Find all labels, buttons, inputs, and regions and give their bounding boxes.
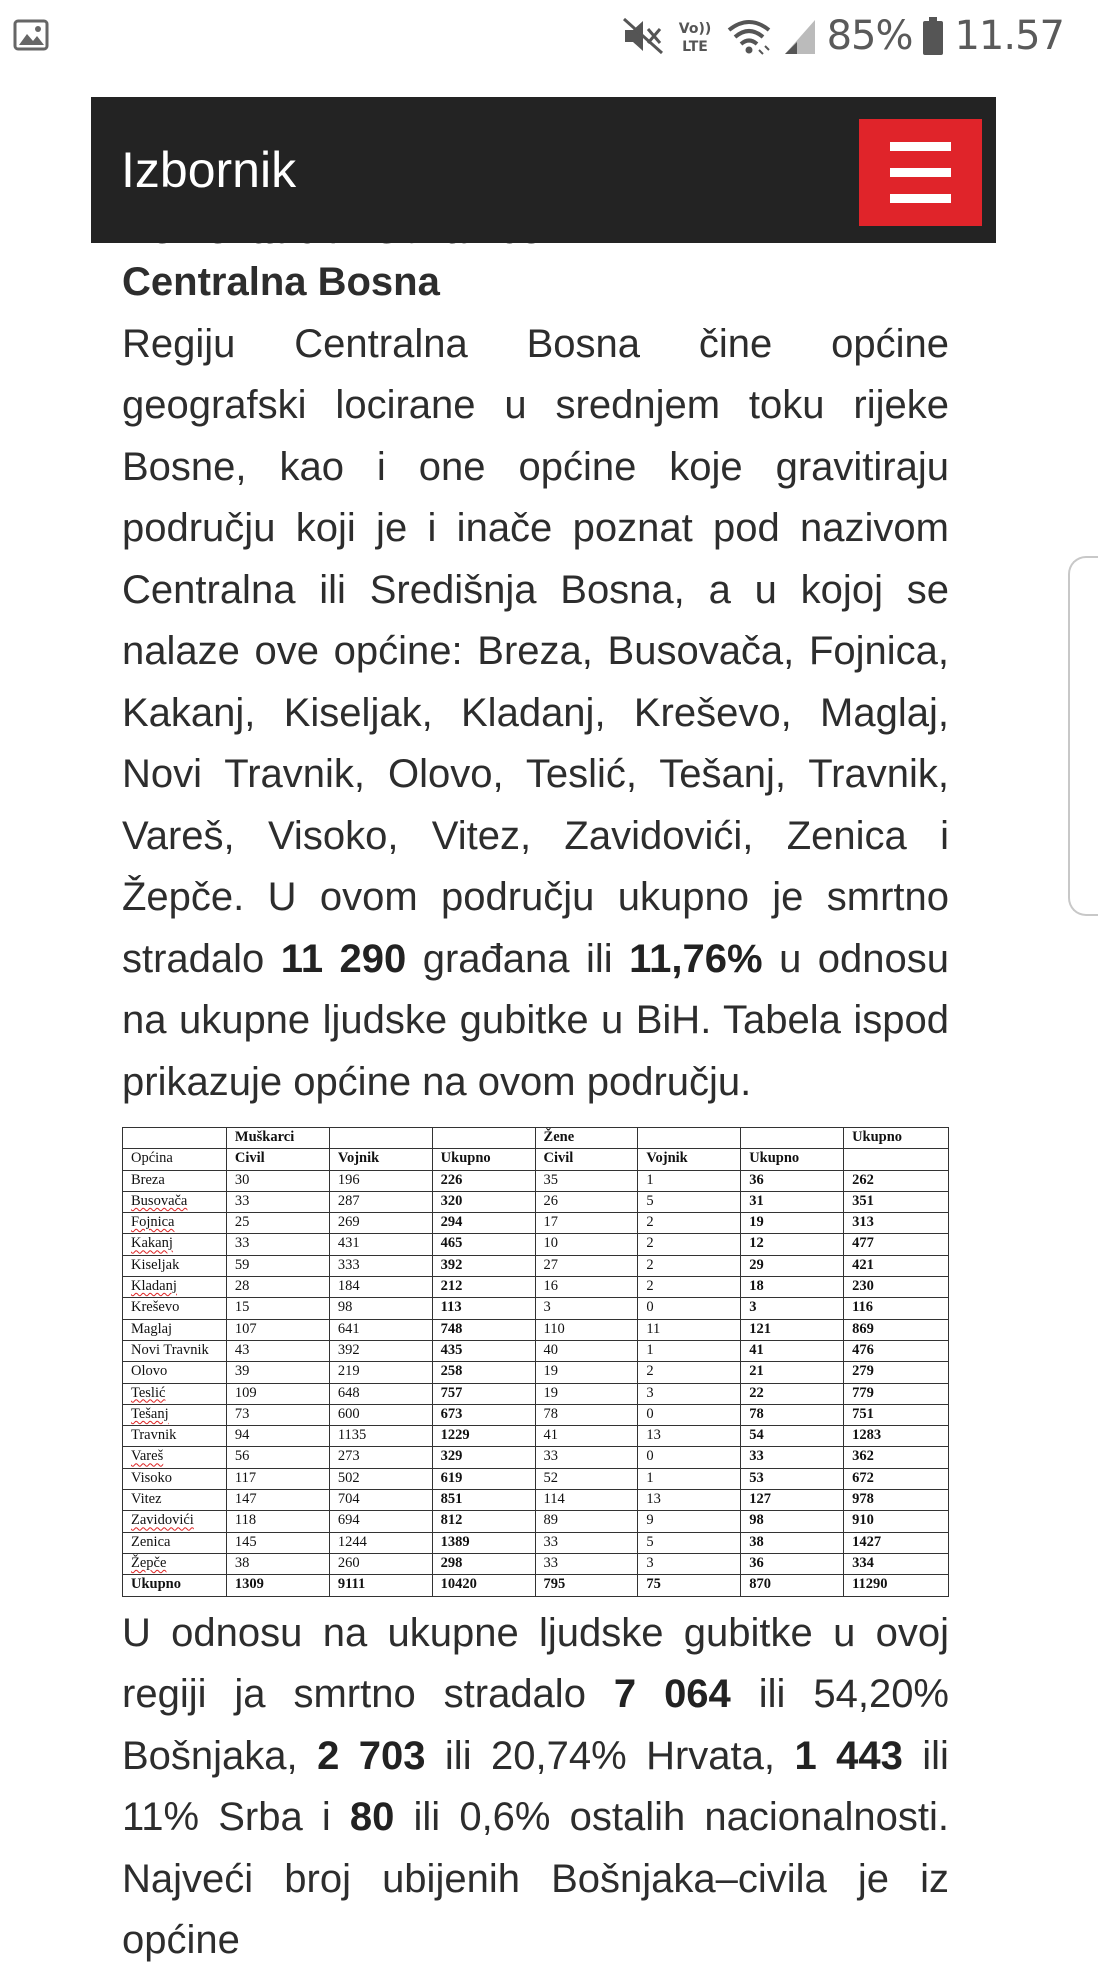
table-cell: 36 bbox=[741, 1553, 844, 1574]
table-cell: 1 bbox=[638, 1340, 741, 1361]
table-cell: 851 bbox=[432, 1490, 535, 1511]
paragraph-intro: Regiju Centralna Bosna čine općine geografski locirane u srednjem toku rijeke Bosne, kao i one općine koje gravitiraju području koji je i inače poznat pod nazivom Centralna ili Središnja Bosna, a u kojoj se nalaze ove općine: Breza, Busovača, Fojnica, Kakanj, Kiseljak, Kladanj, Kreševo, Maglaj, Novi Travnik, Olovo, Teslić, Tešanj, Travnik, Vareš, Visoko, Vitez, Zavidovići, Zenica i Žepče. U ovom području ukupno je smrtno stradalo 11 290 građana ili 11,76% u odnosu na ukupne ljudske gubitke u BiH. Tabela ispod prikazuje općine na ovom području. bbox=[122, 321, 949, 1104]
table-cell: Visoko bbox=[123, 1468, 227, 1489]
table-row bbox=[123, 1234, 949, 1255]
table-cell bbox=[844, 1149, 949, 1170]
table-cell: 35 bbox=[535, 1170, 638, 1191]
table-cell: 107 bbox=[226, 1319, 329, 1340]
table-cell: 53 bbox=[741, 1468, 844, 1489]
table-cell: 110 bbox=[535, 1319, 638, 1340]
table-cell: 333 bbox=[329, 1255, 432, 1276]
volte-icon bbox=[675, 16, 715, 56]
table-cell: 5 bbox=[638, 1532, 741, 1553]
table-cell: 1229 bbox=[432, 1426, 535, 1447]
table-cell: 0 bbox=[638, 1404, 741, 1425]
table-cell: 672 bbox=[844, 1468, 949, 1489]
table-cell: 294 bbox=[432, 1213, 535, 1234]
table-cell: Općina bbox=[123, 1149, 227, 1170]
table-cell: 910 bbox=[844, 1511, 949, 1532]
table-cell: 619 bbox=[432, 1468, 535, 1489]
table-cell: 477 bbox=[844, 1234, 949, 1255]
table-row bbox=[123, 1319, 949, 1340]
table-cell: Olovo bbox=[123, 1362, 227, 1383]
status-bar bbox=[0, 0, 1080, 72]
table-cell: 298 bbox=[432, 1553, 535, 1574]
paragraph-breakdown: U odnosu na ukupne ljudske gubitke u ovoj regiji ja smrtno stradalo 7 064 ili 54,20% Bošnjaka, 2 703 ili 20,74% Hrvata, 1 443 ili 11% Srba i 80 ili 0,6% ostalih nacionalnosti. Najveći broj ubijenih Bošnjaka–civila je iz općine bbox=[122, 1610, 950, 1963]
table-cell: 27 bbox=[535, 1255, 638, 1276]
table-cell: 117 bbox=[226, 1468, 329, 1489]
table-cell: 30 bbox=[226, 1170, 329, 1191]
table-cell: 25 bbox=[226, 1213, 329, 1234]
table-cell: 39 bbox=[226, 1362, 329, 1383]
table-cell: 812 bbox=[432, 1511, 535, 1532]
table-cell: 3 bbox=[535, 1298, 638, 1319]
table-cell: 258 bbox=[432, 1362, 535, 1383]
table-cell: 641 bbox=[329, 1319, 432, 1340]
table-row bbox=[123, 1362, 949, 1383]
table-cell: Novi Travnik bbox=[123, 1340, 227, 1361]
table-cell: 98 bbox=[329, 1298, 432, 1319]
table-cell: 226 bbox=[432, 1170, 535, 1191]
table-cell: 2 bbox=[638, 1255, 741, 1276]
table-cell: 2 bbox=[638, 1362, 741, 1383]
table-cell: 98 bbox=[741, 1511, 844, 1532]
table-cell: 56 bbox=[226, 1447, 329, 1468]
table-cell: 273 bbox=[329, 1447, 432, 1468]
table-row bbox=[123, 1383, 949, 1404]
table-cell: 116 bbox=[844, 1298, 949, 1319]
table-cell: Civil bbox=[535, 1149, 638, 1170]
table-cell: 3 bbox=[638, 1553, 741, 1574]
table-cell: 869 bbox=[844, 1319, 949, 1340]
table-cell: Ukupno bbox=[432, 1149, 535, 1170]
table-cell: 33 bbox=[535, 1447, 638, 1468]
table-cell: Travnik bbox=[123, 1426, 227, 1447]
table-cell: 269 bbox=[329, 1213, 432, 1234]
table-cell: 9111 bbox=[329, 1575, 432, 1596]
section-heading: Centralna Bosna bbox=[122, 260, 440, 304]
table-header-row bbox=[123, 1149, 949, 1170]
table-cell: 2 bbox=[638, 1213, 741, 1234]
table-cell: 29 bbox=[741, 1255, 844, 1276]
table-cell: 33 bbox=[226, 1234, 329, 1255]
table-cell: 1 bbox=[638, 1170, 741, 1191]
table-row bbox=[123, 1191, 949, 1212]
table-cell: 3 bbox=[638, 1383, 741, 1404]
table-cell: 113 bbox=[432, 1298, 535, 1319]
table-cell: Vareš bbox=[123, 1447, 227, 1468]
table-cell: 16 bbox=[535, 1277, 638, 1298]
table-cell: 118 bbox=[226, 1511, 329, 1532]
table-cell: Fojnica bbox=[123, 1213, 227, 1234]
table-cell: 12 bbox=[741, 1234, 844, 1255]
table-cell: Muškarci bbox=[226, 1128, 329, 1149]
table-cell: 313 bbox=[844, 1213, 949, 1234]
table-cell: 31 bbox=[741, 1191, 844, 1212]
table-cell: 15 bbox=[226, 1298, 329, 1319]
table-cell: 351 bbox=[844, 1191, 949, 1212]
battery-percent: 85% bbox=[826, 13, 913, 59]
side-panel-handle[interactable] bbox=[1068, 556, 1098, 916]
table-cell: 26 bbox=[535, 1191, 638, 1212]
table-cell: 114 bbox=[535, 1490, 638, 1511]
table-cell: 751 bbox=[844, 1404, 949, 1425]
table-cell: Žepče bbox=[123, 1553, 227, 1574]
table-cell: 230 bbox=[844, 1277, 949, 1298]
table-cell: 33 bbox=[535, 1553, 638, 1574]
table-cell: 21 bbox=[741, 1362, 844, 1383]
table-cell: 196 bbox=[329, 1170, 432, 1191]
table-cell: 184 bbox=[329, 1277, 432, 1298]
table-cell: Tešanj bbox=[123, 1404, 227, 1425]
table-cell: Zavidovići bbox=[123, 1511, 227, 1532]
site-header bbox=[91, 97, 996, 243]
table-cell: Kladanj bbox=[123, 1277, 227, 1298]
table-row bbox=[123, 1213, 949, 1234]
table-cell: 33 bbox=[226, 1191, 329, 1212]
table-row bbox=[123, 1404, 949, 1425]
table-cell: 392 bbox=[432, 1255, 535, 1276]
table-cell: 19 bbox=[535, 1383, 638, 1404]
table-cell: 0 bbox=[638, 1298, 741, 1319]
table-cell: 673 bbox=[432, 1404, 535, 1425]
table-cell: Civil bbox=[226, 1149, 329, 1170]
table-group-header-row bbox=[123, 1128, 949, 1149]
gallery-icon bbox=[14, 20, 48, 50]
svg-text:Vo)): Vo)) bbox=[678, 21, 711, 37]
table-cell bbox=[638, 1128, 741, 1149]
table-cell: Breza bbox=[123, 1170, 227, 1191]
table-cell: Maglaj bbox=[123, 1319, 227, 1340]
table-cell: 38 bbox=[226, 1553, 329, 1574]
table-row bbox=[123, 1277, 949, 1298]
table-cell: 17 bbox=[535, 1213, 638, 1234]
table-cell: Vojnik bbox=[638, 1149, 741, 1170]
table-cell: 36 bbox=[741, 1170, 844, 1191]
table-cell: 421 bbox=[844, 1255, 949, 1276]
table-cell: Vojnik bbox=[329, 1149, 432, 1170]
table-cell: 18 bbox=[741, 1277, 844, 1298]
table-row bbox=[123, 1298, 949, 1319]
table-cell: 1135 bbox=[329, 1426, 432, 1447]
table-cell: Ukupno bbox=[844, 1128, 949, 1149]
article-body bbox=[122, 230, 949, 1972]
table-total-row bbox=[123, 1575, 949, 1596]
battery-icon bbox=[922, 16, 944, 56]
mute-icon bbox=[621, 16, 665, 56]
table-cell: 28 bbox=[226, 1277, 329, 1298]
table-cell: 10 bbox=[535, 1234, 638, 1255]
table-cell: Ukupno bbox=[123, 1575, 227, 1596]
table-row bbox=[123, 1170, 949, 1191]
table-cell: 1427 bbox=[844, 1532, 949, 1553]
table-cell: 757 bbox=[432, 1383, 535, 1404]
table-cell: Ukupno bbox=[741, 1149, 844, 1170]
table-cell: 59 bbox=[226, 1255, 329, 1276]
table-cell: 435 bbox=[432, 1340, 535, 1361]
table-row bbox=[123, 1553, 949, 1574]
table-cell: 1309 bbox=[226, 1575, 329, 1596]
table-cell: 1 bbox=[638, 1468, 741, 1489]
table-cell: 73 bbox=[226, 1404, 329, 1425]
table-cell: 260 bbox=[329, 1553, 432, 1574]
percent-share: 11,76% bbox=[629, 936, 763, 981]
table-cell: 41 bbox=[535, 1426, 638, 1447]
svg-text:LTE: LTE bbox=[681, 39, 708, 55]
signal-icon bbox=[783, 16, 817, 56]
clock: 11.57 bbox=[954, 13, 1064, 59]
table-cell: 362 bbox=[844, 1447, 949, 1468]
table-cell: 94 bbox=[226, 1426, 329, 1447]
table-cell: 600 bbox=[329, 1404, 432, 1425]
table-cell: 3 bbox=[741, 1298, 844, 1319]
menu-button[interactable] bbox=[859, 119, 982, 226]
table-cell bbox=[329, 1128, 432, 1149]
table-cell: 19 bbox=[741, 1213, 844, 1234]
table-cell: 13 bbox=[638, 1426, 741, 1447]
table-cell: 431 bbox=[329, 1234, 432, 1255]
table-cell: 476 bbox=[844, 1340, 949, 1361]
table-cell: 33 bbox=[741, 1447, 844, 1468]
table-cell: 11 bbox=[638, 1319, 741, 1340]
table-cell: 978 bbox=[844, 1490, 949, 1511]
table-cell: Kreševo bbox=[123, 1298, 227, 1319]
table-cell: 43 bbox=[226, 1340, 329, 1361]
table-cell: 212 bbox=[432, 1277, 535, 1298]
table-cell: 795 bbox=[535, 1575, 638, 1596]
table-row bbox=[123, 1340, 949, 1361]
table-cell: 9 bbox=[638, 1511, 741, 1532]
table-cell: Vitez bbox=[123, 1490, 227, 1511]
table-cell: Kiseljak bbox=[123, 1255, 227, 1276]
table-cell: 52 bbox=[535, 1468, 638, 1489]
table-cell: 78 bbox=[535, 1404, 638, 1425]
table-row bbox=[123, 1511, 949, 1532]
table-cell: Busovača bbox=[123, 1191, 227, 1212]
table-cell: 1389 bbox=[432, 1532, 535, 1553]
table-cell: 1283 bbox=[844, 1426, 949, 1447]
table-cell: Kakanj bbox=[123, 1234, 227, 1255]
table-cell: 19 bbox=[535, 1362, 638, 1383]
table-cell bbox=[432, 1128, 535, 1149]
table-cell: 89 bbox=[535, 1511, 638, 1532]
table-cell bbox=[741, 1128, 844, 1149]
casualties-table bbox=[122, 1127, 949, 1597]
table-cell: 22 bbox=[741, 1383, 844, 1404]
table-cell: Teslić bbox=[123, 1383, 227, 1404]
table-cell: Žene bbox=[535, 1128, 638, 1149]
table-cell: 262 bbox=[844, 1170, 949, 1191]
table-cell: 121 bbox=[741, 1319, 844, 1340]
table-cell: 41 bbox=[741, 1340, 844, 1361]
table-cell: 147 bbox=[226, 1490, 329, 1511]
table-cell: 38 bbox=[741, 1532, 844, 1553]
table-cell: 0 bbox=[638, 1447, 741, 1468]
table-cell: 502 bbox=[329, 1468, 432, 1489]
table-cell: 748 bbox=[432, 1319, 535, 1340]
table-cell: 145 bbox=[226, 1532, 329, 1553]
table-cell: 54 bbox=[741, 1426, 844, 1447]
table-row bbox=[123, 1447, 949, 1468]
table-cell: 465 bbox=[432, 1234, 535, 1255]
table-row bbox=[123, 1490, 949, 1511]
table-cell: 127 bbox=[741, 1490, 844, 1511]
table-cell: 40 bbox=[535, 1340, 638, 1361]
table-row bbox=[123, 1426, 949, 1447]
table-cell: 1244 bbox=[329, 1532, 432, 1553]
table-cell bbox=[123, 1128, 227, 1149]
table-cell: 2 bbox=[638, 1277, 741, 1298]
table-cell: 320 bbox=[432, 1191, 535, 1212]
table-cell: 10420 bbox=[432, 1575, 535, 1596]
table-cell: 329 bbox=[432, 1447, 535, 1468]
table-cell: 287 bbox=[329, 1191, 432, 1212]
header-title[interactable]: Izbornik bbox=[121, 142, 297, 198]
total-deaths: 11 290 bbox=[280, 936, 407, 981]
table-cell: 704 bbox=[329, 1490, 432, 1511]
table-cell: 279 bbox=[844, 1362, 949, 1383]
table-cell: 648 bbox=[329, 1383, 432, 1404]
table-cell: 219 bbox=[329, 1362, 432, 1383]
wifi-icon bbox=[725, 16, 773, 56]
table-cell: 33 bbox=[535, 1532, 638, 1553]
table-row bbox=[123, 1532, 949, 1553]
table-cell: 334 bbox=[844, 1553, 949, 1574]
table-row bbox=[123, 1255, 949, 1276]
table-cell: 75 bbox=[638, 1575, 741, 1596]
table-cell: 2 bbox=[638, 1234, 741, 1255]
table-cell: 779 bbox=[844, 1383, 949, 1404]
table-row bbox=[123, 1468, 949, 1489]
table-cell: 78 bbox=[741, 1404, 844, 1425]
table-cell: 870 bbox=[741, 1575, 844, 1596]
table-cell: 11290 bbox=[844, 1575, 949, 1596]
table-cell: 694 bbox=[329, 1511, 432, 1532]
table-cell: Zenica bbox=[123, 1532, 227, 1553]
table-cell: 109 bbox=[226, 1383, 329, 1404]
table-cell: 5 bbox=[638, 1191, 741, 1212]
table-cell: 392 bbox=[329, 1340, 432, 1361]
table-cell: 13 bbox=[638, 1490, 741, 1511]
